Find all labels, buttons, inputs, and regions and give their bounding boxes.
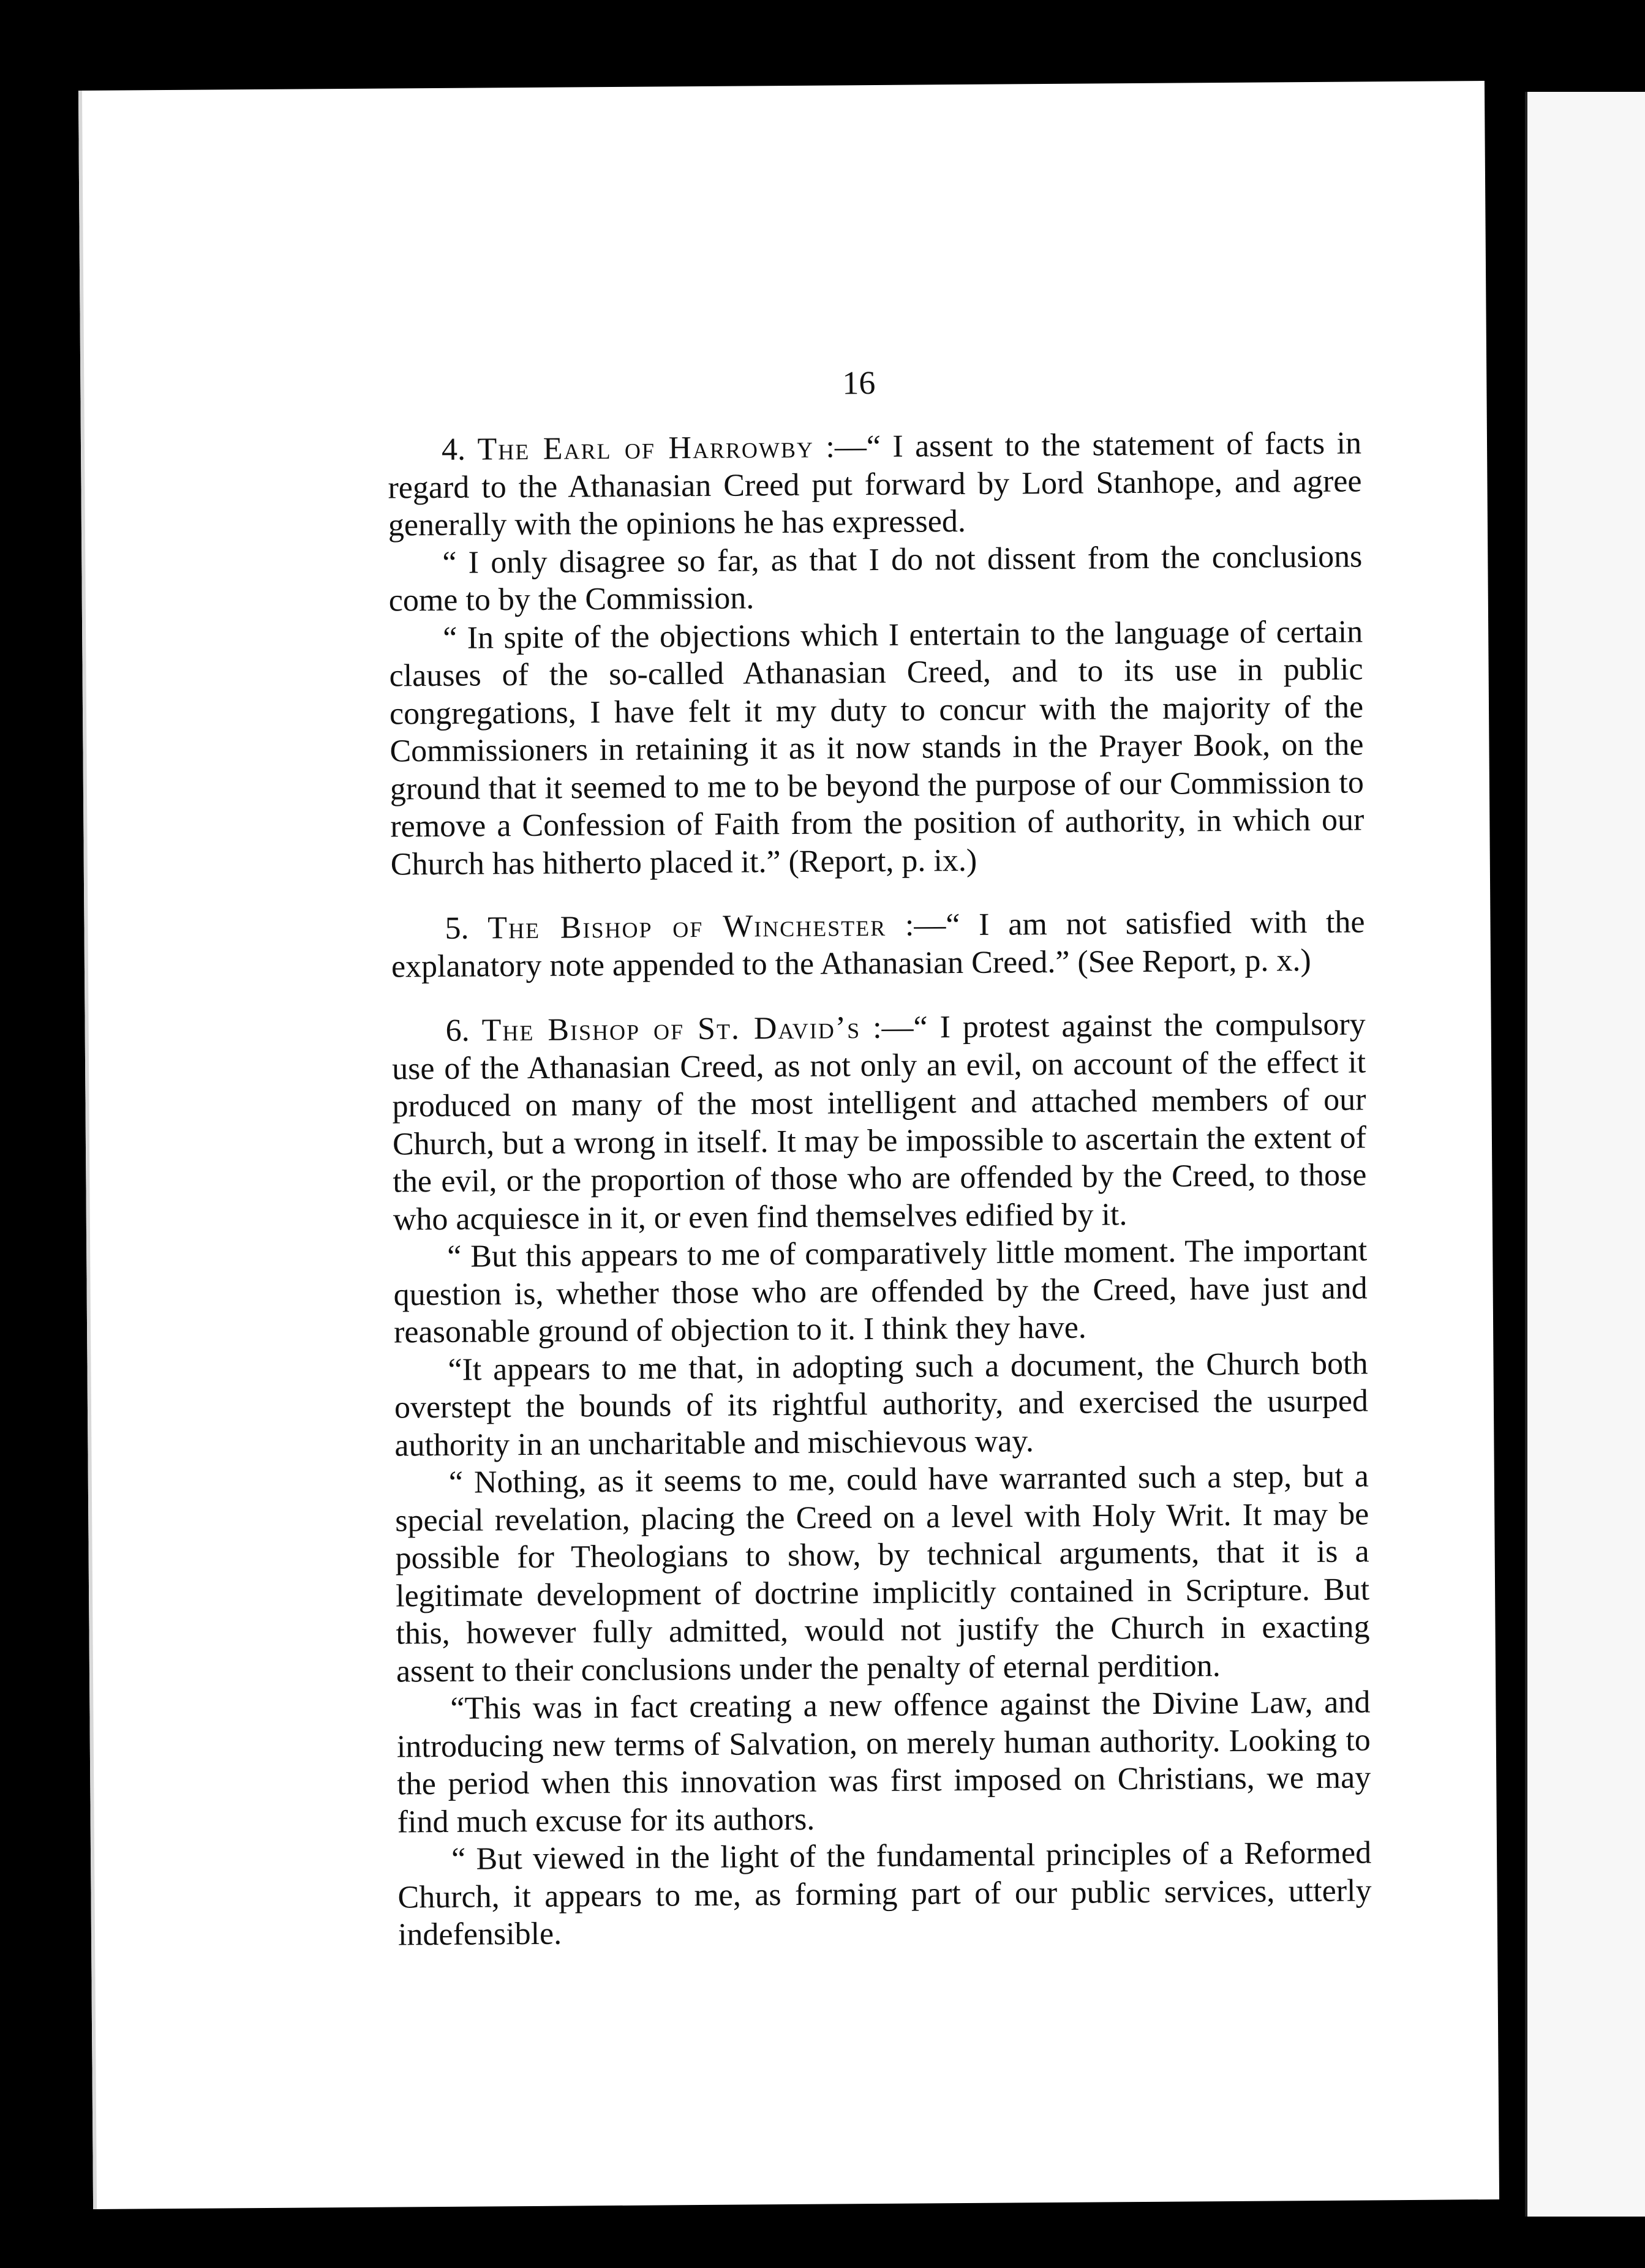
paragraph-earl-of-harrowby xyxy=(388,424,1362,544)
paragraph-number: 6. xyxy=(445,1013,470,1048)
speaker-name: The Bishop of St. David’s xyxy=(481,1010,861,1048)
page-body xyxy=(388,424,1372,1954)
paragraph-bishop-of-st-davids xyxy=(391,1005,1367,1238)
paragraph: “ I only disagree so far, as that I do not dissent from the conclusions come to by the Commission. xyxy=(388,538,1363,618)
paragraph-text: :—“ I protest against the compulsory use of the Athanasian Creed, as not only an evil, on account of the effect it produced on many of the most intelligent and attached members of our Church, but a wrong in itself. It may be impossible to ascertain the extent of the evil, or the proportion of those who are offended by the Creed, to those who acquiesce in it, or even find themselves edified by it. xyxy=(391,1007,1367,1237)
speaker-name: The Earl of Harrowby xyxy=(477,429,815,467)
paragraph: “ Nothing, as it seems to me, could have warranted such a step, but a special revelation, placing the Creed on a level with Holy Writ. It may be possible for Theologians to show, by technical arguments, that it is a legitimate development of doctrine implicitly contained in Scripture. But this, however fully admitted, would not justify the Church in exacting assent to their conclusions under the penalty of eternal perdition. xyxy=(395,1459,1370,1689)
paragraph: “ But this appears to me of comparatively little moment. The important question is, whether those who are offended by the Creed, have just and reasonable ground of objection to it. I think they have. xyxy=(393,1233,1368,1350)
paragraph-bishop-of-winchester xyxy=(391,903,1365,985)
paragraph-number: 5. xyxy=(445,911,469,946)
paragraph-number: 4. xyxy=(441,432,466,467)
paragraph: “It appears to me that, in adopting such a document, the Church both overstept the bounds of its rightful authority, and exercised the usurped authority in an uncharitable and mischievous way. xyxy=(394,1345,1369,1463)
paragraph-text: :—“ I assent to the statement of facts in regard to the Athanasian Creed put forward by Lord Stanhope, and agree generally with the opinions he has expressed. xyxy=(388,426,1362,543)
adjacent-page-edge xyxy=(1525,92,1645,2217)
paragraph-text: :—“ I am not satisfied with the explanatory note appended to the Athanasian Creed.” (See Report, p. x.) xyxy=(391,904,1365,985)
speaker-name: The Bishop of Winchester xyxy=(487,907,887,946)
paragraph: “ But viewed in the light of the fundamental principles of a Reformed Church, it appears to me, as forming part of our public services, utterly indefensible. xyxy=(397,1835,1372,1953)
paragraph: “ In spite of the objections which I entertain to the language of certain clauses of the so-called Athanasian Creed, and to its use in public congregations, I have felt it my duty to concur with the majority of the Commissioners in retaining it as it now stands in the Prayer Book, on the ground that it seemed to me to be beyond the purpose of our Commission to remove a Confession of Faith from the position of authority, in which our Church has hitherto placed it.” (Report, p. ix.) xyxy=(389,614,1365,882)
page-number: 16 xyxy=(842,364,876,402)
paragraph: “This was in fact creating a new offence against the Divine Law, and introducing new terms of Salvation, on merely human authority. Looking to the period when this innovation was first imposed on Christians, we may find much excuse for its authors. xyxy=(396,1684,1371,1839)
book-page xyxy=(78,81,1499,2209)
